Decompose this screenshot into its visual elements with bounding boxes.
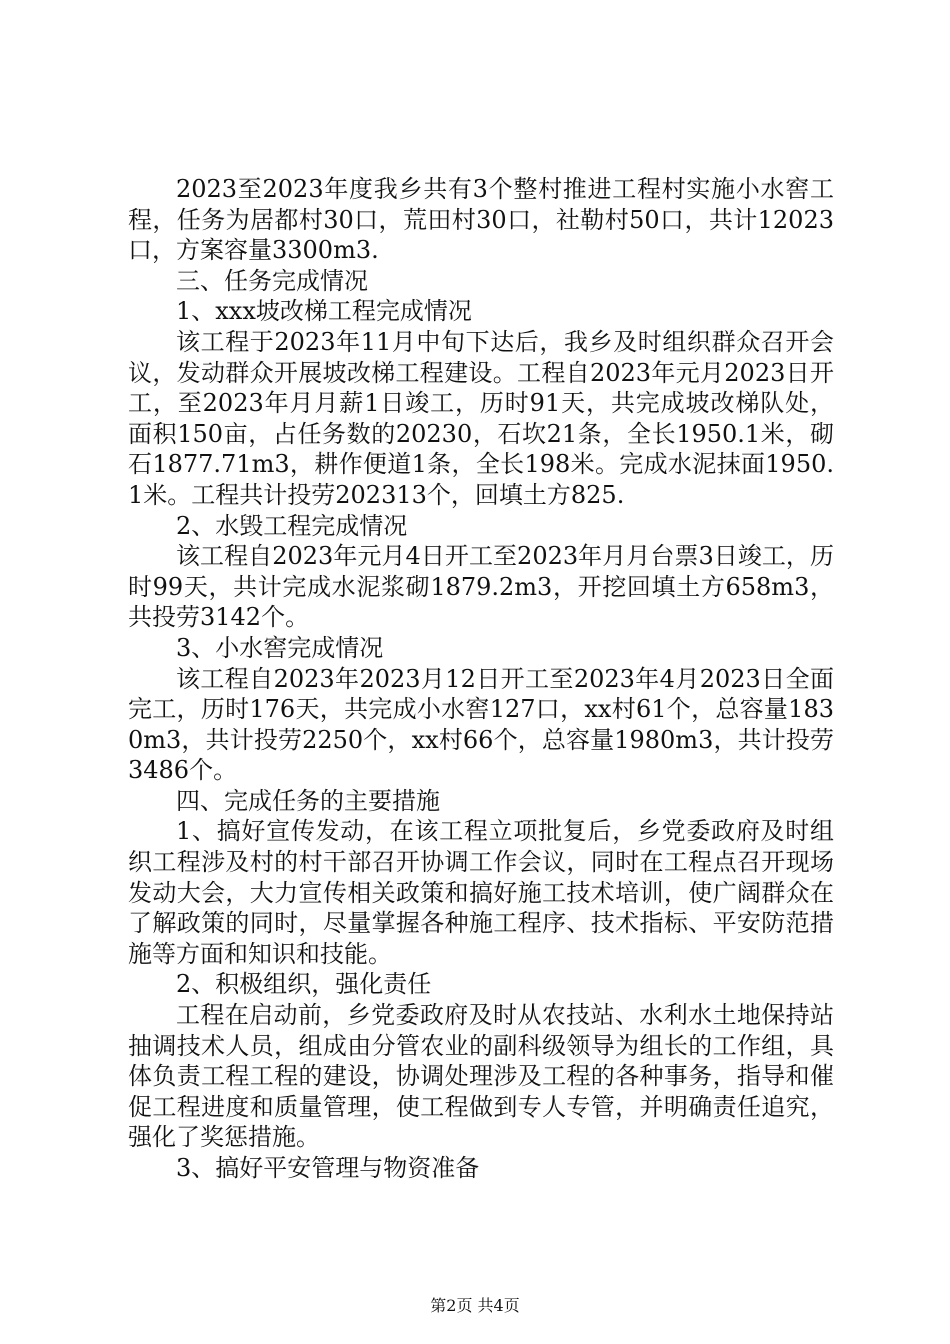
- paragraph-terrace-project: 该工程于2023年11月中旬下达后，我乡及时组织群众召开会议，发动群众开展坡改梯工程建设。工程自2023年元月2023日开工，至2023年月月薪1日竣工，历时91天，共完成坡改梯队处，面积150亩，占任务数的20230，石坎21条，全长1950.1米，砌石1877.71m3，耕作便道1条，全长198米。完成水泥抹面1950.1米。工程共计投劳202313个，回填土方825.: [128, 327, 834, 509]
- paragraph-intro: 2023至2023年度我乡共有3个整村推进工程村实施小水窖工程，任务为居都村30口，荒田村30口，社勒村50口，共计12023口，方案容量3300m3.: [128, 175, 834, 265]
- subheading-flood-damage-project: 2、水毁工程完成情况: [176, 511, 408, 540]
- page-footer: 第2页 共4页: [430, 1296, 520, 1315]
- subheading-safety-management: 3、搞好平安管理与物资准备: [176, 1154, 480, 1182]
- subheading-organization: 2、积极组织，强化责任: [176, 970, 432, 999]
- paragraph-publicity: 1、搞好宣传发动，在该工程立项批复后，乡党委政府及时组织工程涉及村的村干部召开协调工作会议，同时在工程点召开现场发动大会，大力宣传相关政策和搞好施工技术培训，使广阔群众在了解政策的同时，尽量掌握各种施工程序、技术指标、平安防范措施等方面和知识和技能。: [128, 817, 834, 968]
- paragraph-flood-damage-project: 该工程自2023年元月4日开工至2023年月月台票3日竣工，历时99天，共计完成水泥浆砌1879.2m3，开挖回填土方658m3，共投劳3142个。: [128, 542, 834, 632]
- subheading-terrace-project: 1、xxx坡改梯工程完成情况: [176, 297, 472, 326]
- heading-task-completion: 三、任务完成情况: [176, 266, 368, 295]
- paragraph-organization: 工程在启动前，乡党委政府及时从农技站、水利水土地保持站抽调技术人员，组成由分管农业的副科级领导为组长的工作组，具体负责工程工程的建设，协调处理涉及工程的各种事务，指导和催促工程进度和质量管理，使工程做到专人专管，并明确责任追究，强化了奖惩措施。: [128, 1001, 834, 1152]
- document-body: [128, 174, 834, 1184]
- heading-main-measures: 四、完成任务的主要措施: [176, 786, 440, 815]
- paragraph-water-cellar: 该工程自2023年2023月12日开工至2023年4月2023日全面完工，历时176天，共完成小水窖127口，xx村61个，总容量1830m3，共计投劳2250个，xx村66个，总容量1980m3，共计投劳3486个。: [128, 664, 834, 785]
- subheading-water-cellar: 3、小水窖完成情况: [176, 633, 384, 662]
